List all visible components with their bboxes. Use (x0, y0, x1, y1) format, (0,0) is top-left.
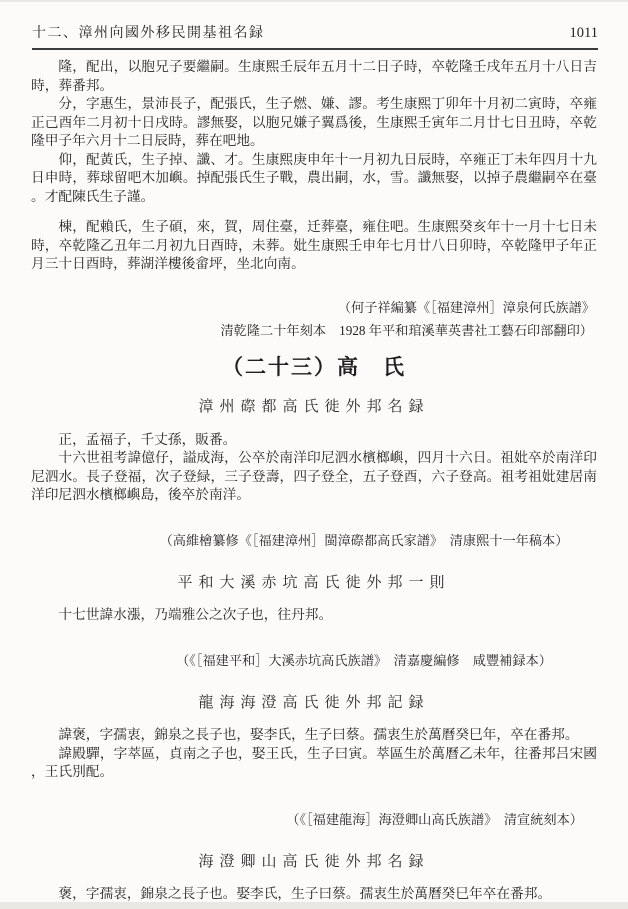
paragraph: 正，孟福子，千丈孫，販番。 (58, 431, 237, 447)
section-title: （二十三）高 氏 (222, 354, 406, 379)
paragraph: 仰，配黃氏，生子掉、讖、才。生康熙庚申年十一月初九日辰時，卒雍正丁未年四月十九日申時，葬球留吧木加嶼。掉配張氏生子戰，農出嗣，水，雪。讖無娶，以掉子農繼嗣卒在臺。才配陳氏生子謹。 (31, 151, 597, 204)
scan-edge-top (0, 0, 628, 2)
paragraph: 棟，配賴氏，生子碩，來，賀，周住臺，迁葬臺，雍住吧。生康熙癸亥年十一月十七日未時，卒乾隆乙丑年二月初九日酉時，未葬。妣生康熙壬申年七月廿八日卯時，卒乾隆甲子年正月三十日酉時，葬湖洋樓後畲坪，坐北向南。 (31, 219, 597, 271)
paragraph: 隆，配出，以胞兄子要繼嗣。生康熙壬辰年五月十二日子時，卒乾隆壬戌年五月十八日吉時，葬番邦。 (31, 59, 597, 93)
page-header (32, 22, 598, 50)
subsection-title: 海澄卿山高氏徙外邦名録 (198, 853, 430, 870)
source-start: （何子祥編纂《［福建漳州］漳泉何氏族譜》 (337, 299, 595, 315)
scan-edge-bottom (0, 902, 628, 909)
paragraph: 諱褒，字孺衷，錦泉之長子也，娶李氏，生子曰蔡。孺衷生於萬曆癸巳年，卒在番邦。 (58, 727, 579, 742)
paragraph: 分，字惠生，景沛長子，配張氏，生子燃、嫌、謬。考生康熙丁卯年十月初二寅時，卒雍正己酉年二月初十日戌時。謬無娶，以胞兄嫌子翼爲後，生康熙壬寅年二月廿七日丑時，卒乾隆甲子年六月十二日辰時，葬在吧地。 (31, 96, 597, 148)
source-center: （高維檜纂修《［福建漳州］閩漳磜都高氏家譜》 清康熙十一年稿本） (159, 532, 569, 548)
source-center: （《［福建平和］大溪赤坑高氏族譜》 清嘉慶編修 咸豐補録本） (176, 652, 552, 668)
source-end: 清乾隆二十年刻本 1928 年平和琯溪華英書社工藝石印部翻印） (220, 322, 593, 338)
paragraph: 諱殿驒，字萃區，貞南之子也，娶王氏，生子曰寅。萃區生於萬曆乙未年，往番邦吕宋國，王氏別配。 (31, 745, 597, 779)
subsection-title: 平和大溪赤坑高氏徙外邦一則 (177, 574, 451, 591)
page-number: 1011 (569, 25, 598, 41)
page-body (31, 58, 597, 904)
subsection-title: 龍海海澄高氏徙外邦記録 (198, 694, 430, 711)
running-header: 十二、漳州向國外移民開基祖名録 (32, 26, 265, 41)
subsection-title: 漳州磜都高氏徙外邦名録 (198, 399, 430, 415)
paragraph: 十七世諱水漲，乃端雅公之次子也，往丹邦。 (58, 607, 333, 622)
paragraph: 褒，字孺衷，錦泉之長子也。娶李氏，生子曰蔡。孺衷生於萬曆癸巳年卒在番邦。 (58, 886, 552, 901)
source-right: （《［福建龍海］海澄卿山高氏族譜》 清宣統刻本） (286, 811, 583, 827)
paragraph: 十六世祖考諱億仔，謚成海，公卒於南洋印尼泗水檳榔嶼，四月十六日。祖妣卒於南洋印尼泗水。長子登福，次子登緑，三子登壽，四子登全，五子登酉，六子登高。祖考祖妣建居南洋印尼泗水檳榔嶼島，後卒於南洋。 (31, 450, 597, 502)
